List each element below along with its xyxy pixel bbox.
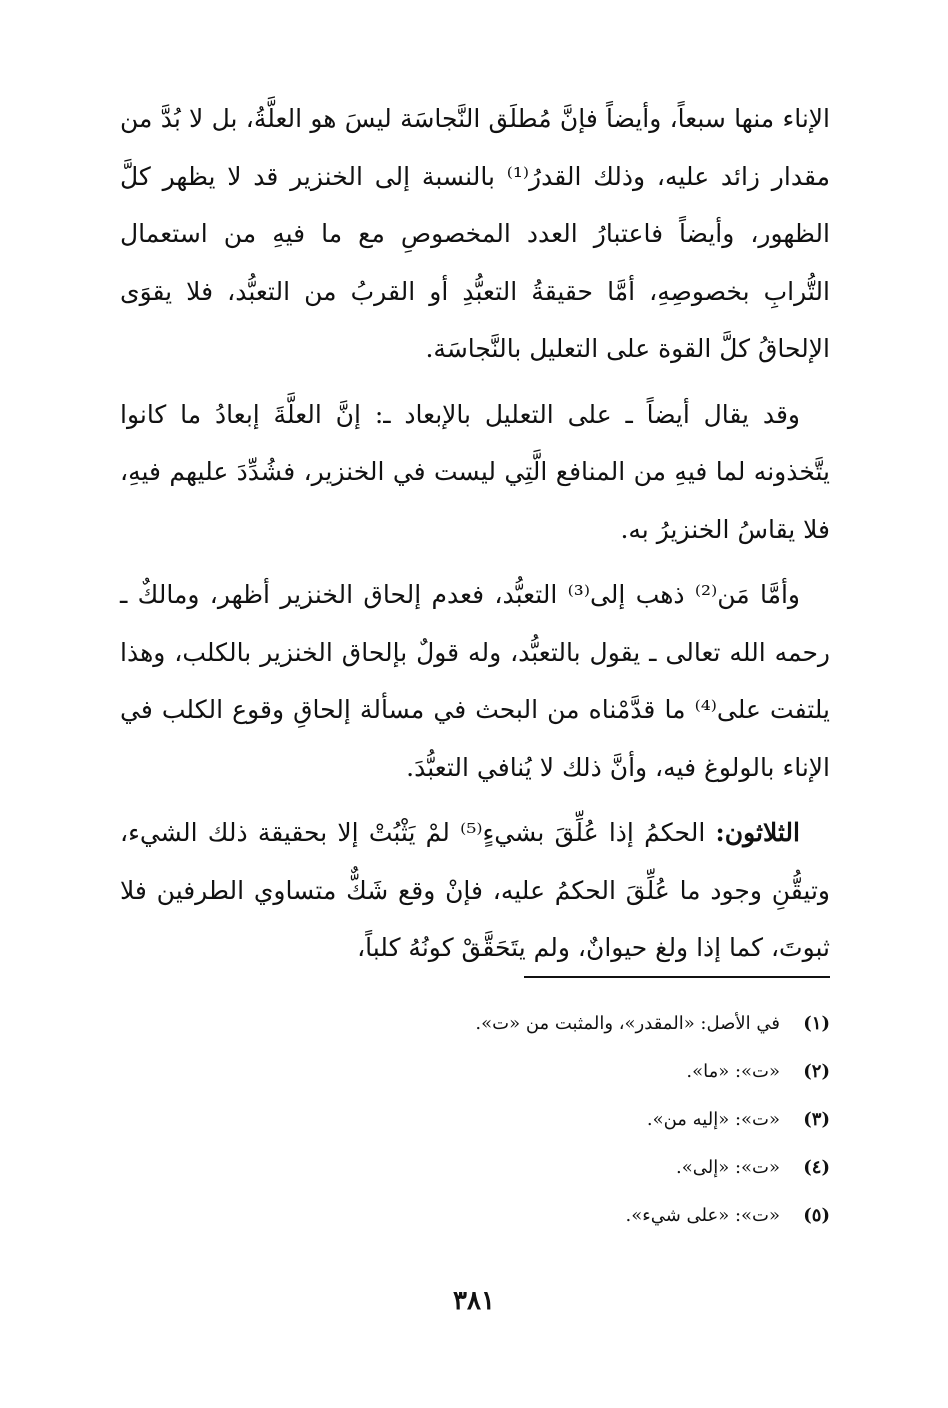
footnote-1 xyxy=(120,1000,830,1048)
paragraph-3: وأمَّا مَن⁽²⁾ ذهب إلى⁽³⁾ التعبُّد، فعدم إلحاق الخنزير أظهر، ومالكٌ ـ رحمه الله تعالى ـ يقول بالتعبُّد، وله قولٌ بإلحاق الخنزير بالكلب، وهذا يلتفت على⁽⁴⁾ ما قدَّمْناه من البحث في مسألة إلحاقِ وقوع الكلب في الإناء بالولوغ فيه، وأنَّ ذلك لا يُنافي التعبُّدَ. xyxy=(120,580,830,782)
paragraph-4-text: الحكمُ إذا عُلِّقَ بشيءٍ⁽⁵⁾ لمْ يَثْبُتْ إلا بحقيقة ذلك الشيء، وتيقُّنِ وجود ما عُلِّقَ الحكمُ عليه، فإنْ وقع شَكٌّ متساوي الطرفين فلا ثبوتَ، كما إذا ولغ حيوانٌ، ولم يتَحَقَّقْ كونُهُ كلباً، xyxy=(120,818,830,962)
footnote-text: «ت»: «ما». xyxy=(686,1061,780,1082)
footnote-2 xyxy=(120,1048,830,1096)
footnote-text: «ت»: «إليه من». xyxy=(646,1109,780,1130)
footnote-5 xyxy=(120,1192,830,1240)
footnote-number: (١) xyxy=(803,1013,830,1034)
paragraph-1: الإناء منها سبعاً، وأيضاً فإنَّ مُطلَق النَّجاسَة ليسَ هو العلَّةُ، بل لا بُدَّ من مقدار زائد عليه، وذلك القدرُ⁽¹⁾ بالنسبة إلى الخنزير قد لا يظهر كلَّ الظهور، وأيضاً فاعتبارُ العدد المخصوصِ مع ما فيهِ من استعمال التُّرابِ بخصوصِهِ، أمَّا حقيقةُ التعبُّدِ أو القربُ من التعبُّد، فلا يقوَى الإلحاقُ كلَّ القوة على التعليل بالنَّجاسَة. xyxy=(120,104,830,363)
footnotes xyxy=(120,1000,830,1240)
section-heading: الثلاثون: xyxy=(715,818,800,847)
footnote-3 xyxy=(120,1096,830,1144)
footnote-text: «ت»: «على شيء». xyxy=(625,1205,780,1226)
main-text xyxy=(120,90,830,985)
paragraph-4 xyxy=(120,804,830,977)
footnote-number: (٢) xyxy=(803,1061,830,1082)
footnote-divider xyxy=(524,976,830,978)
footnote-number: (٤) xyxy=(803,1157,830,1178)
paragraph-2: وقد يقال أيضاً ـ على التعليل بالإبعاد ـ: إنَّ العلَّةَ إبعادُ ما كانوا يتَّخذونه لما فيهِ من المنافع الَّتِي ليست في الخنزير، فشُدِّدَ عليهم فيهِ، فلا يقاسُ الخنزيرُ به. xyxy=(120,399,830,544)
footnote-4 xyxy=(120,1144,830,1192)
page-number: ٣٨١ xyxy=(453,1286,495,1316)
footnote-number: (٥) xyxy=(803,1205,830,1226)
footnote-number: (٣) xyxy=(803,1109,830,1130)
footnote-text: في الأصل: «المقدر»، والمثبت من «ت». xyxy=(475,1013,780,1034)
footnote-text: «ت»: «إلى». xyxy=(676,1157,780,1178)
